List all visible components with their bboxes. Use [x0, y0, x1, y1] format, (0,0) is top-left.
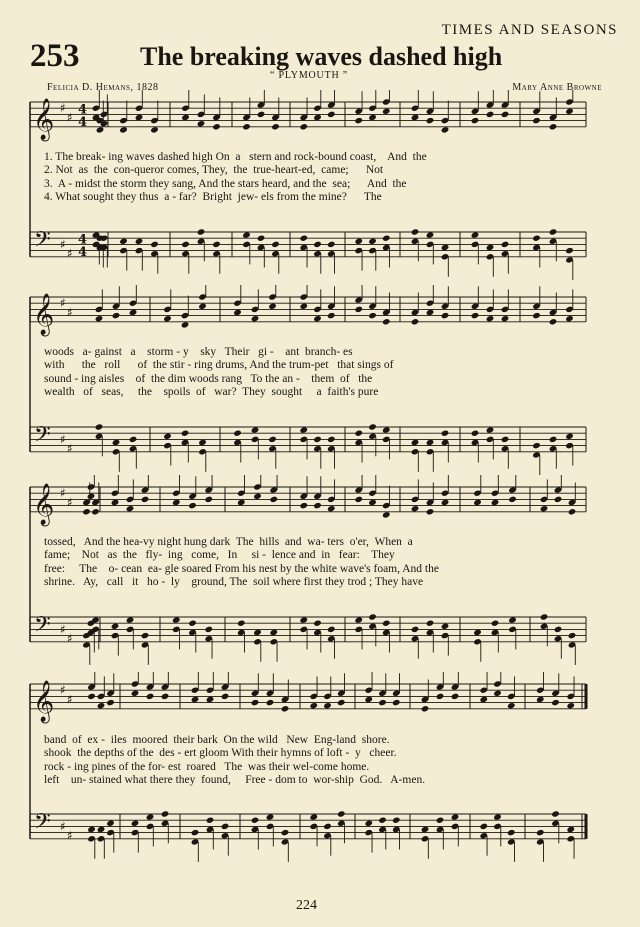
note-head	[299, 502, 308, 509]
note-head	[313, 114, 322, 121]
note-head	[106, 820, 115, 827]
sharp-icon: ♯	[67, 631, 73, 646]
note-head	[163, 315, 172, 322]
note-head	[299, 303, 308, 310]
note-head	[309, 813, 318, 820]
note-head	[313, 620, 322, 627]
note-head	[392, 817, 401, 824]
note-head	[191, 829, 200, 836]
note-head	[565, 433, 574, 440]
note-head	[135, 238, 144, 245]
note-head	[532, 235, 541, 242]
note-head	[392, 699, 401, 706]
note-head	[281, 705, 290, 712]
note-head	[172, 499, 181, 506]
note-head	[87, 493, 96, 500]
note-head	[441, 126, 450, 133]
note-head	[119, 238, 128, 245]
sharp-icon: ♯	[60, 237, 66, 252]
lyric-verse-3: rock - ing pines of the for- est roared The was their wel-come home.	[44, 760, 370, 773]
note-head	[111, 623, 120, 630]
treble-staff	[30, 487, 586, 512]
sharp-icon: ♯	[60, 622, 66, 637]
note-head	[181, 430, 190, 437]
note-head	[551, 810, 560, 817]
note-head	[281, 829, 290, 836]
note-head	[221, 693, 230, 700]
note-head	[486, 315, 495, 322]
note-head	[471, 117, 480, 124]
sharp-icon: ♯	[67, 495, 73, 510]
note-head	[565, 247, 574, 254]
note-head	[501, 436, 510, 443]
note-head	[206, 817, 215, 824]
note-head	[327, 505, 336, 512]
lyric-verse-3: free: The o- cean ea- gle soared From his nest by the white wave's foam, And the	[44, 562, 439, 575]
lyric-verse-4: 4. What sought they thus a - far? Bright jew- els from the mine? The	[44, 191, 382, 204]
note-head	[364, 696, 373, 703]
note-head	[126, 505, 135, 512]
note-head	[188, 502, 197, 509]
note-head	[411, 626, 420, 633]
note-head	[233, 309, 242, 316]
author-credit: Felicia D. Hemans, 1828	[47, 82, 159, 93]
note-head	[549, 123, 558, 130]
note-head	[421, 705, 430, 712]
note-head	[486, 111, 495, 118]
note-head	[473, 499, 482, 506]
note-head	[532, 442, 541, 449]
note-head	[131, 690, 140, 697]
note-head	[382, 235, 391, 242]
note-head	[237, 620, 246, 627]
note-head	[269, 629, 278, 636]
note-head	[549, 318, 558, 325]
note-head	[327, 312, 336, 319]
bass-clef-icon: 𝄢	[34, 809, 51, 840]
note-head	[87, 826, 96, 833]
note-head	[337, 810, 346, 817]
note-head	[97, 702, 106, 709]
note-head	[251, 699, 260, 706]
note-head	[327, 626, 336, 633]
note-head	[441, 430, 450, 437]
lyrics-system-3	[44, 536, 584, 590]
note-head	[119, 126, 128, 133]
note-head	[382, 318, 391, 325]
note-head	[565, 315, 574, 322]
note-head	[554, 626, 563, 633]
note-head	[486, 244, 495, 251]
note-head	[242, 123, 251, 130]
note-head	[257, 111, 266, 118]
note-head	[212, 241, 221, 248]
bass-clef-icon: 𝄢	[34, 227, 51, 258]
note-head	[491, 620, 500, 627]
note-head	[212, 123, 221, 130]
note-head	[150, 241, 159, 248]
note-head	[436, 817, 445, 824]
note-head	[191, 696, 200, 703]
lyric-verse-2: 2. Not as the con-queror comes, They, the true-heart-ed, came; Not	[44, 164, 384, 177]
note-head	[568, 508, 577, 515]
lyric-verse-1: woods a- gainst a storm - y sky Their gi - ant branch- es	[44, 346, 353, 358]
note-head	[441, 499, 450, 506]
note-head	[368, 238, 377, 245]
note-head	[507, 829, 516, 836]
note-head	[251, 817, 260, 824]
treble-clef-icon: 𝄞	[33, 293, 55, 335]
note-head	[471, 231, 480, 238]
note-head	[451, 813, 460, 820]
note-head	[271, 241, 280, 248]
note-head	[204, 496, 213, 503]
note-head	[266, 699, 275, 706]
note-head	[364, 820, 373, 827]
note-head	[451, 693, 460, 700]
note-head	[368, 613, 377, 620]
lyrics-system-2	[44, 346, 584, 400]
note-head	[378, 817, 387, 824]
note-head	[382, 108, 391, 115]
note-head	[426, 231, 435, 238]
lyric-verse-2: fame; Not as the fly- ing come, In si - lence and in fear: They	[44, 549, 395, 562]
note-head	[327, 241, 336, 248]
note-head	[441, 244, 450, 251]
note-head	[532, 312, 541, 319]
sharp-icon: ♯	[60, 683, 66, 698]
note-head	[426, 439, 435, 446]
note-head	[197, 120, 206, 127]
note-head	[486, 426, 495, 433]
note-head	[129, 436, 138, 443]
note-head	[126, 616, 135, 623]
lyric-verse-4: shrine. Ay, call it ho - ly ground, The soil where first they trod ; They have	[44, 576, 424, 589]
note-head	[536, 829, 545, 836]
lyric-verse-3: 3. A - midst the storm they sang, And the stars heard, and the sea; And the	[44, 177, 407, 190]
note-head	[382, 511, 391, 518]
hymn-number: 253	[30, 38, 80, 74]
note-head	[354, 117, 363, 124]
note-head	[181, 321, 190, 328]
lyrics-system-4	[44, 734, 584, 788]
note-head	[368, 114, 377, 121]
note-head	[95, 315, 104, 322]
note-head	[471, 312, 480, 319]
note-head	[549, 228, 558, 235]
lyric-verse-1: 1. The break- ing waves dashed high On a stern and rock-bound coast, And the	[44, 151, 427, 163]
note-head	[532, 117, 541, 124]
note-head	[253, 493, 262, 500]
note-head	[426, 620, 435, 627]
note-head	[313, 315, 322, 322]
sharp-icon: ♯	[67, 246, 73, 261]
note-head	[501, 241, 510, 248]
note-head	[198, 303, 207, 310]
note-head	[253, 629, 262, 636]
sharp-icon: ♯	[67, 305, 73, 320]
note-head	[551, 699, 560, 706]
note-head	[146, 693, 155, 700]
note-head	[507, 702, 516, 709]
lyric-verse-3: sound - ing aisles of the dim woods rang To the an - them of the	[44, 372, 373, 385]
note-head	[141, 632, 150, 639]
note-head	[163, 433, 172, 440]
note-head	[91, 508, 100, 515]
lyric-verse-4: left un- stained what there they found, Free - dom to wor-ship God. A-men.	[44, 774, 426, 787]
note-head	[354, 306, 363, 313]
sharp-icon: ♯	[67, 441, 73, 456]
time-signature-digit: 4	[78, 244, 88, 260]
note-head	[354, 238, 363, 245]
note-head	[269, 496, 278, 503]
note-head	[313, 436, 322, 443]
note-head	[313, 502, 322, 509]
note-head	[441, 623, 450, 630]
bass-clef-icon: 𝄢	[34, 612, 51, 643]
bass-clef-icon: 𝄢	[34, 422, 51, 453]
note-head	[129, 309, 138, 316]
note-head	[441, 312, 450, 319]
note-head	[82, 508, 91, 515]
treble-clef-icon: 𝄞	[33, 98, 55, 140]
note-head	[411, 114, 420, 121]
time-signature-digit: 4	[78, 102, 88, 118]
note-head	[536, 696, 545, 703]
note-head	[493, 813, 502, 820]
sharp-icon: ♯	[60, 101, 66, 116]
note-head	[554, 496, 563, 503]
note-head	[337, 699, 346, 706]
note-head	[237, 499, 246, 506]
note-head	[146, 813, 155, 820]
note-head	[568, 632, 577, 639]
note-head	[257, 235, 266, 242]
note-head	[299, 616, 308, 623]
sharp-icon: ♯	[60, 486, 66, 501]
note-head	[411, 228, 420, 235]
note-head	[566, 826, 575, 833]
note-head	[242, 231, 251, 238]
lyric-verse-1: band of ex - iles moored their bark On the wild New Eng-land shore.	[44, 734, 390, 746]
note-head	[299, 123, 308, 130]
note-head	[479, 823, 488, 830]
note-head	[150, 126, 159, 133]
note-head	[268, 436, 277, 443]
note-head	[368, 423, 377, 430]
sharp-icon: ♯	[67, 110, 73, 125]
time-signature-digit: 4	[78, 232, 88, 248]
note-head	[368, 499, 377, 506]
lyric-verse-4: wealth of seas, the spoils of war? They sought a faith's pure	[44, 386, 379, 399]
note-head	[436, 693, 445, 700]
note-head	[161, 810, 170, 817]
note-head	[411, 439, 420, 446]
note-head	[268, 303, 277, 310]
section-title: TIMES AND SEASONS	[441, 22, 618, 38]
note-head	[95, 423, 104, 430]
note-head	[135, 114, 144, 121]
note-head	[426, 117, 435, 124]
note-head	[271, 123, 280, 130]
note-head	[309, 702, 318, 709]
note-head	[354, 616, 363, 623]
note-head	[426, 309, 435, 316]
note-head	[327, 111, 336, 118]
note-head	[501, 111, 510, 118]
note-head	[112, 439, 121, 446]
note-head	[508, 496, 517, 503]
note-head	[87, 693, 96, 700]
sharp-icon: ♯	[67, 828, 73, 843]
note-head	[508, 616, 517, 623]
note-head	[327, 436, 336, 443]
note-head	[473, 629, 482, 636]
note-head	[251, 426, 260, 433]
sharp-icon: ♯	[60, 432, 66, 447]
note-head	[112, 312, 121, 319]
hymn-title: The breaking waves dashed high	[140, 42, 503, 71]
note-head	[479, 696, 488, 703]
note-head	[411, 318, 420, 325]
note-head	[566, 702, 575, 709]
time-signature-digit: 4	[78, 114, 88, 130]
note-head	[206, 696, 215, 703]
note-head	[181, 114, 190, 121]
note-head	[251, 315, 260, 322]
note-head	[471, 430, 480, 437]
lyric-verse-1: tossed, And the hea-vy night hung dark The hills and wa- ters o'er, When a	[44, 536, 413, 548]
note-head	[354, 430, 363, 437]
lyrics-system-1	[44, 151, 584, 205]
note-head	[299, 426, 308, 433]
note-head	[131, 820, 140, 827]
note-head	[141, 496, 150, 503]
lyric-verse-2: with the roll of the stir - ring drums, And the trum-pet that sings of	[44, 359, 394, 372]
note-head	[323, 702, 332, 709]
note-head	[181, 241, 190, 248]
note-head	[378, 699, 387, 706]
note-head	[354, 496, 363, 503]
note-head	[382, 620, 391, 627]
note-head	[323, 823, 332, 830]
note-head	[172, 616, 181, 623]
note-head	[549, 436, 558, 443]
note-head	[382, 426, 391, 433]
note-head	[204, 626, 213, 633]
note-head	[266, 813, 275, 820]
sharp-icon: ♯	[60, 296, 66, 311]
sharp-icon: ♯	[60, 819, 66, 834]
treble-clef-icon: 𝄞	[33, 483, 55, 525]
note-head	[411, 505, 420, 512]
note-head	[540, 613, 549, 620]
note-head	[97, 826, 106, 833]
note-head	[565, 108, 574, 115]
composer-credit: Mary Anne Browne	[512, 82, 602, 93]
sharp-icon: ♯	[67, 692, 73, 707]
note-head	[421, 826, 430, 833]
note-head	[313, 241, 322, 248]
note-head	[96, 126, 105, 133]
note-head	[111, 499, 120, 506]
page-number: 224	[296, 898, 317, 913]
note-head	[188, 620, 197, 627]
tune-name: “ PLYMOUTH ”	[270, 70, 349, 81]
note-head	[221, 823, 230, 830]
note-head	[161, 693, 170, 700]
note-head	[198, 439, 207, 446]
note-head	[106, 699, 115, 706]
note-head	[540, 505, 549, 512]
note-head	[368, 312, 377, 319]
note-head	[501, 315, 510, 322]
note-head	[493, 690, 502, 697]
note-head	[233, 430, 242, 437]
note-head	[197, 228, 206, 235]
note-head	[299, 235, 308, 242]
note-head	[491, 499, 500, 506]
lyric-verse-2: shook the depths of the des - ert gloom With their hymns of loft - y cheer.	[44, 747, 397, 760]
treble-clef-icon: 𝄞	[33, 680, 55, 722]
note-head	[426, 508, 435, 515]
